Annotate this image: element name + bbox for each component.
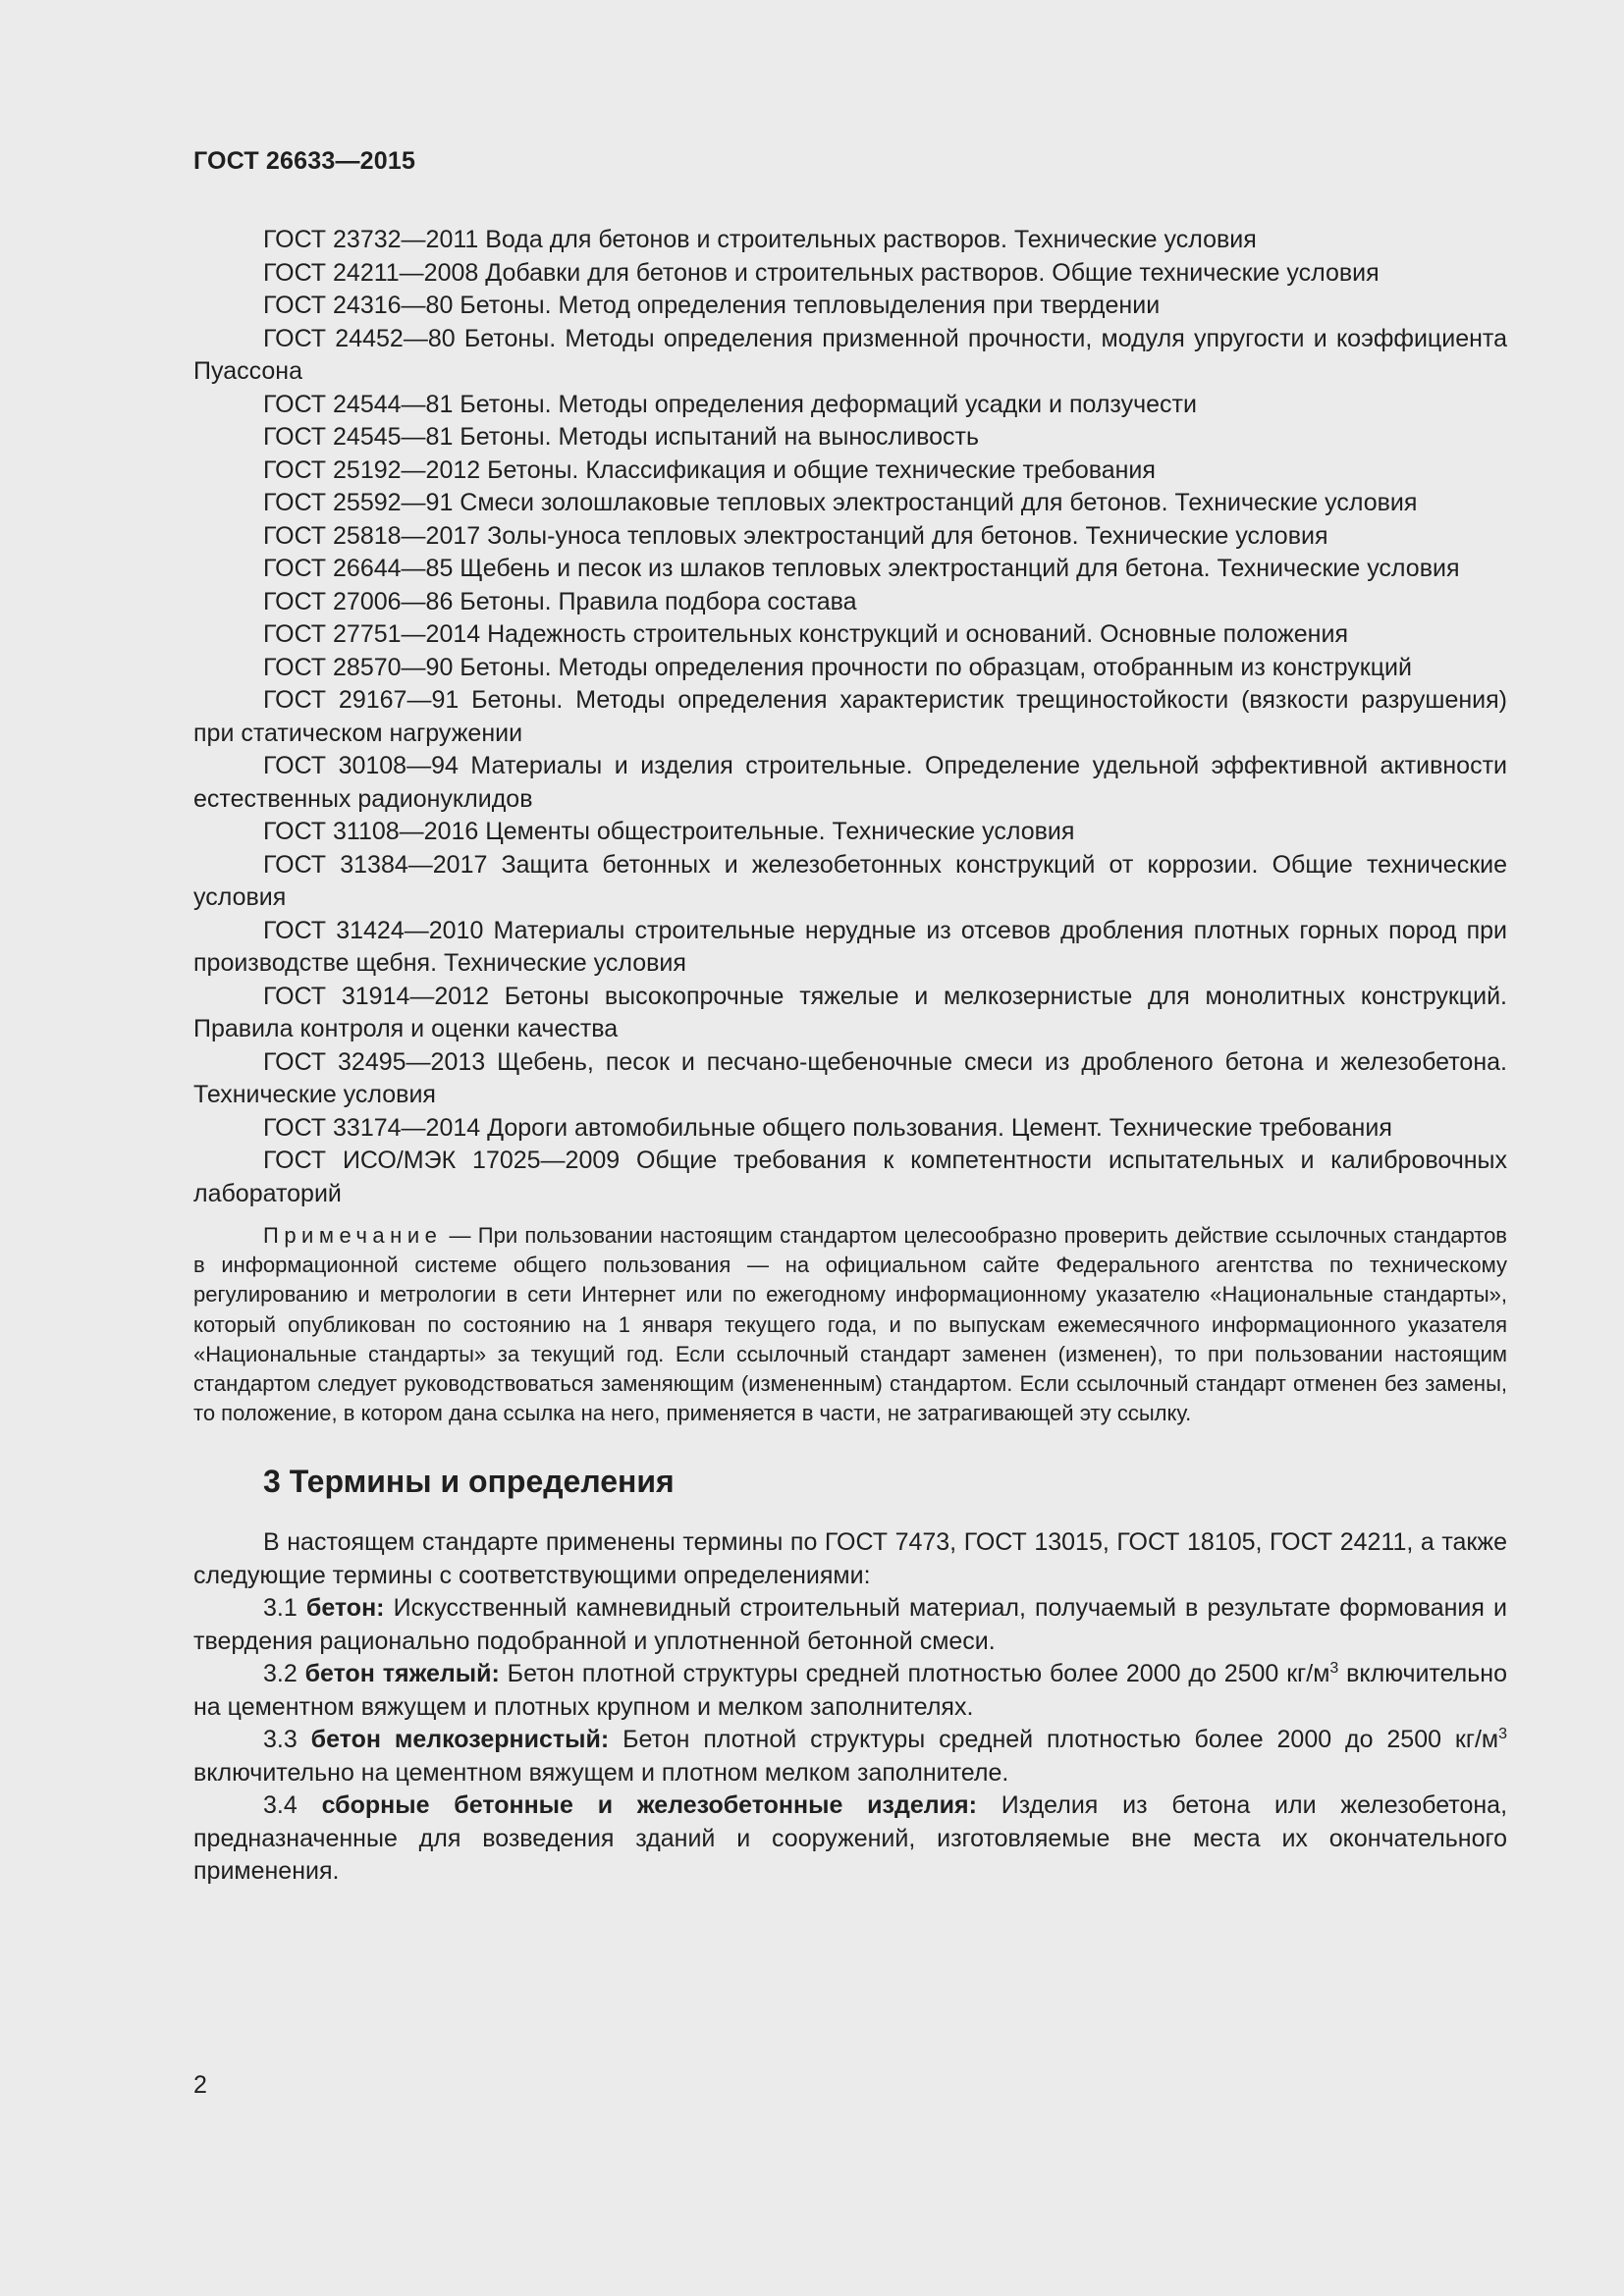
term-number: 3.1 [263, 1594, 306, 1623]
reference-item: ГОСТ 24316—80 Бетоны. Метод определения тепловыделения при твердении [263, 292, 1161, 319]
term-name: бетон мелкозернистый: [310, 1726, 610, 1754]
reference-item: ГОСТ 25192—2012 Бетоны. Классификация и общие технические требования [263, 455, 1156, 484]
term-definition [193, 1658, 1507, 1724]
document-header: ГОСТ 26633—2015 [193, 147, 416, 175]
reference-item: ГОСТ 29167—91 Бетоны. Методы определения характеристик трещиностойкости (вязкости разрушения) при статическом нагружении [193, 686, 1507, 747]
term-text-continued: включительно на цементном вяжущем и плотных крупном и мелком заполнителях. [193, 1660, 1507, 1721]
section-intro: В настоящем стандарте применены термины по ГОСТ 7473, ГОСТ 13015, ГОСТ 18105, ГОСТ 24211, а также следующие термины с соответствующими определениями: [193, 1528, 1507, 1589]
term-definition [193, 1592, 1507, 1658]
reference-item: ГОСТ ИСО/МЭК 17025—2009 Общие требования к компетентности испытательных и калибровочных лабораторий [193, 1147, 1507, 1207]
reference-item: ГОСТ 26644—85 Щебень и песок из шлаков тепловых электростанций для бетона. Технические условия [263, 555, 1460, 582]
normative-references-list [193, 224, 1507, 1210]
reference-item: ГОСТ 27751—2014 Надежность строительных конструкций и оснований. Основные положения [263, 620, 1348, 648]
note-paragraph [193, 1221, 1507, 1428]
reference-item: ГОСТ 30108—94 Материалы и изделия строительные. Определение удельной эффективной активности естественных радионуклидов [193, 752, 1507, 813]
term-text: Бетон плотной структуры средней плотностью более 2000 до 2500 кг/м [609, 1726, 1499, 1754]
term-text: Изделия из бетона или железобетона, предназначенные для возведения зданий и сооружений, изготовляемые вне места их окончательного применения. [193, 1791, 1508, 1886]
page-content [193, 224, 1507, 1889]
term-text: Искусственный камневидный строительный материал, получаемый в результате формования и твердения рационально подобранной и уплотненной бетонной смеси. [193, 1594, 1507, 1655]
term-definition [193, 1789, 1507, 1889]
reference-item: ГОСТ 25818—2017 Золы-уноса тепловых электростанций для бетонов. Технические условия [263, 521, 1328, 550]
term-definition [193, 1724, 1507, 1789]
term-name: сборные бетонные и железобетонные изделия: [321, 1791, 977, 1820]
reference-item: ГОСТ 24545—81 Бетоны. Методы испытаний на выносливость [263, 423, 979, 451]
term-name: бетон тяжелый: [304, 1660, 500, 1688]
reference-item: ГОСТ 32495—2013 Щебень, песок и песчано-щебеночные смеси из дробленого бетона и железобетона. Технические условия [193, 1047, 1507, 1108]
reference-item: ГОСТ 24211—2008 Добавки для бетонов и строительных растворов. Общие технические условия [263, 258, 1380, 287]
reference-item: ГОСТ 31384—2017 Защита бетонных и железобетонных конструкций от коррозии. Общие технические условия [193, 850, 1507, 911]
reference-item: ГОСТ 24452—80 Бетоны. Методы определения призменной прочности, модуля упругости и коэффициента Пуассона [193, 324, 1507, 385]
term-number: 3.3 [263, 1726, 311, 1754]
section-title: 3 Термины и определения [263, 1464, 675, 1500]
reference-item: ГОСТ 27006—86 Бетоны. Правила подбора состава [263, 587, 857, 615]
note-text: — При пользовании настоящим стандартом целесообразно проверить действие ссылочных стандартов в информационной системе общего пользования — на официальном сайте Федерального агентства по техническому регулированию и метрологии в сети Интернет или по ежегодному информационному указателю «Национальные стандарты», который опубликован по состоянию на 1 января текущего года, и по выпускам ежемесячного информационного указателя «Национальные стандарты» за текущий год. Если ссылочный стандарт заменен (изменен), то при пользовании настоящим стандартом следует руководствоваться заменяющим (измененным) стандартом. Если ссылочный стандарт отменен без замены, то положение, в котором дана ссылка на него, применяется в части, не затрагивающей эту ссылку. [193, 1223, 1507, 1426]
note-label: Примечание [263, 1223, 443, 1248]
term-number: 3.4 [263, 1791, 322, 1820]
reference-item: ГОСТ 24544—81 Бетоны. Методы определения деформаций усадки и ползучести [263, 390, 1197, 418]
reference-item: ГОСТ 25592—91 Смеси золошлаковые тепловых электростанций для бетонов. Технические условия [263, 489, 1418, 516]
superscript: 3 [1329, 1660, 1339, 1678]
reference-item: ГОСТ 31424—2010 Материалы строительные нерудные из отсевов дробления плотных горных пород при производстве щебня. Технические условия [193, 916, 1507, 977]
reference-item: ГОСТ 28570—90 Бетоны. Методы определения прочности по образцам, отобранным из конструкций [263, 653, 1412, 681]
term-number: 3.2 [263, 1660, 305, 1688]
term-text-continued: включительно на цементном вяжущем и плотном мелком заполнителе. [193, 1758, 1009, 1787]
reference-item: ГОСТ 33174—2014 Дороги автомобильные общего пользования. Цемент. Технические требования [263, 1113, 1392, 1142]
page-number: 2 [193, 2071, 207, 2099]
reference-item: ГОСТ 31108—2016 Цементы общестроительные. Технические условия [263, 818, 1075, 845]
reference-item: ГОСТ 23732—2011 Вода для бетонов и строительных растворов. Технические условия [263, 226, 1257, 253]
term-name: бетон: [305, 1594, 385, 1623]
reference-item: ГОСТ 31914—2012 Бетоны высокопрочные тяжелые и мелкозернистые для монолитных конструкций. Правила контроля и оценки качества [193, 982, 1507, 1042]
superscript: 3 [1498, 1726, 1507, 1743]
term-text: Бетон плотной структуры средней плотностью более 2000 до 2500 кг/м [499, 1660, 1330, 1688]
